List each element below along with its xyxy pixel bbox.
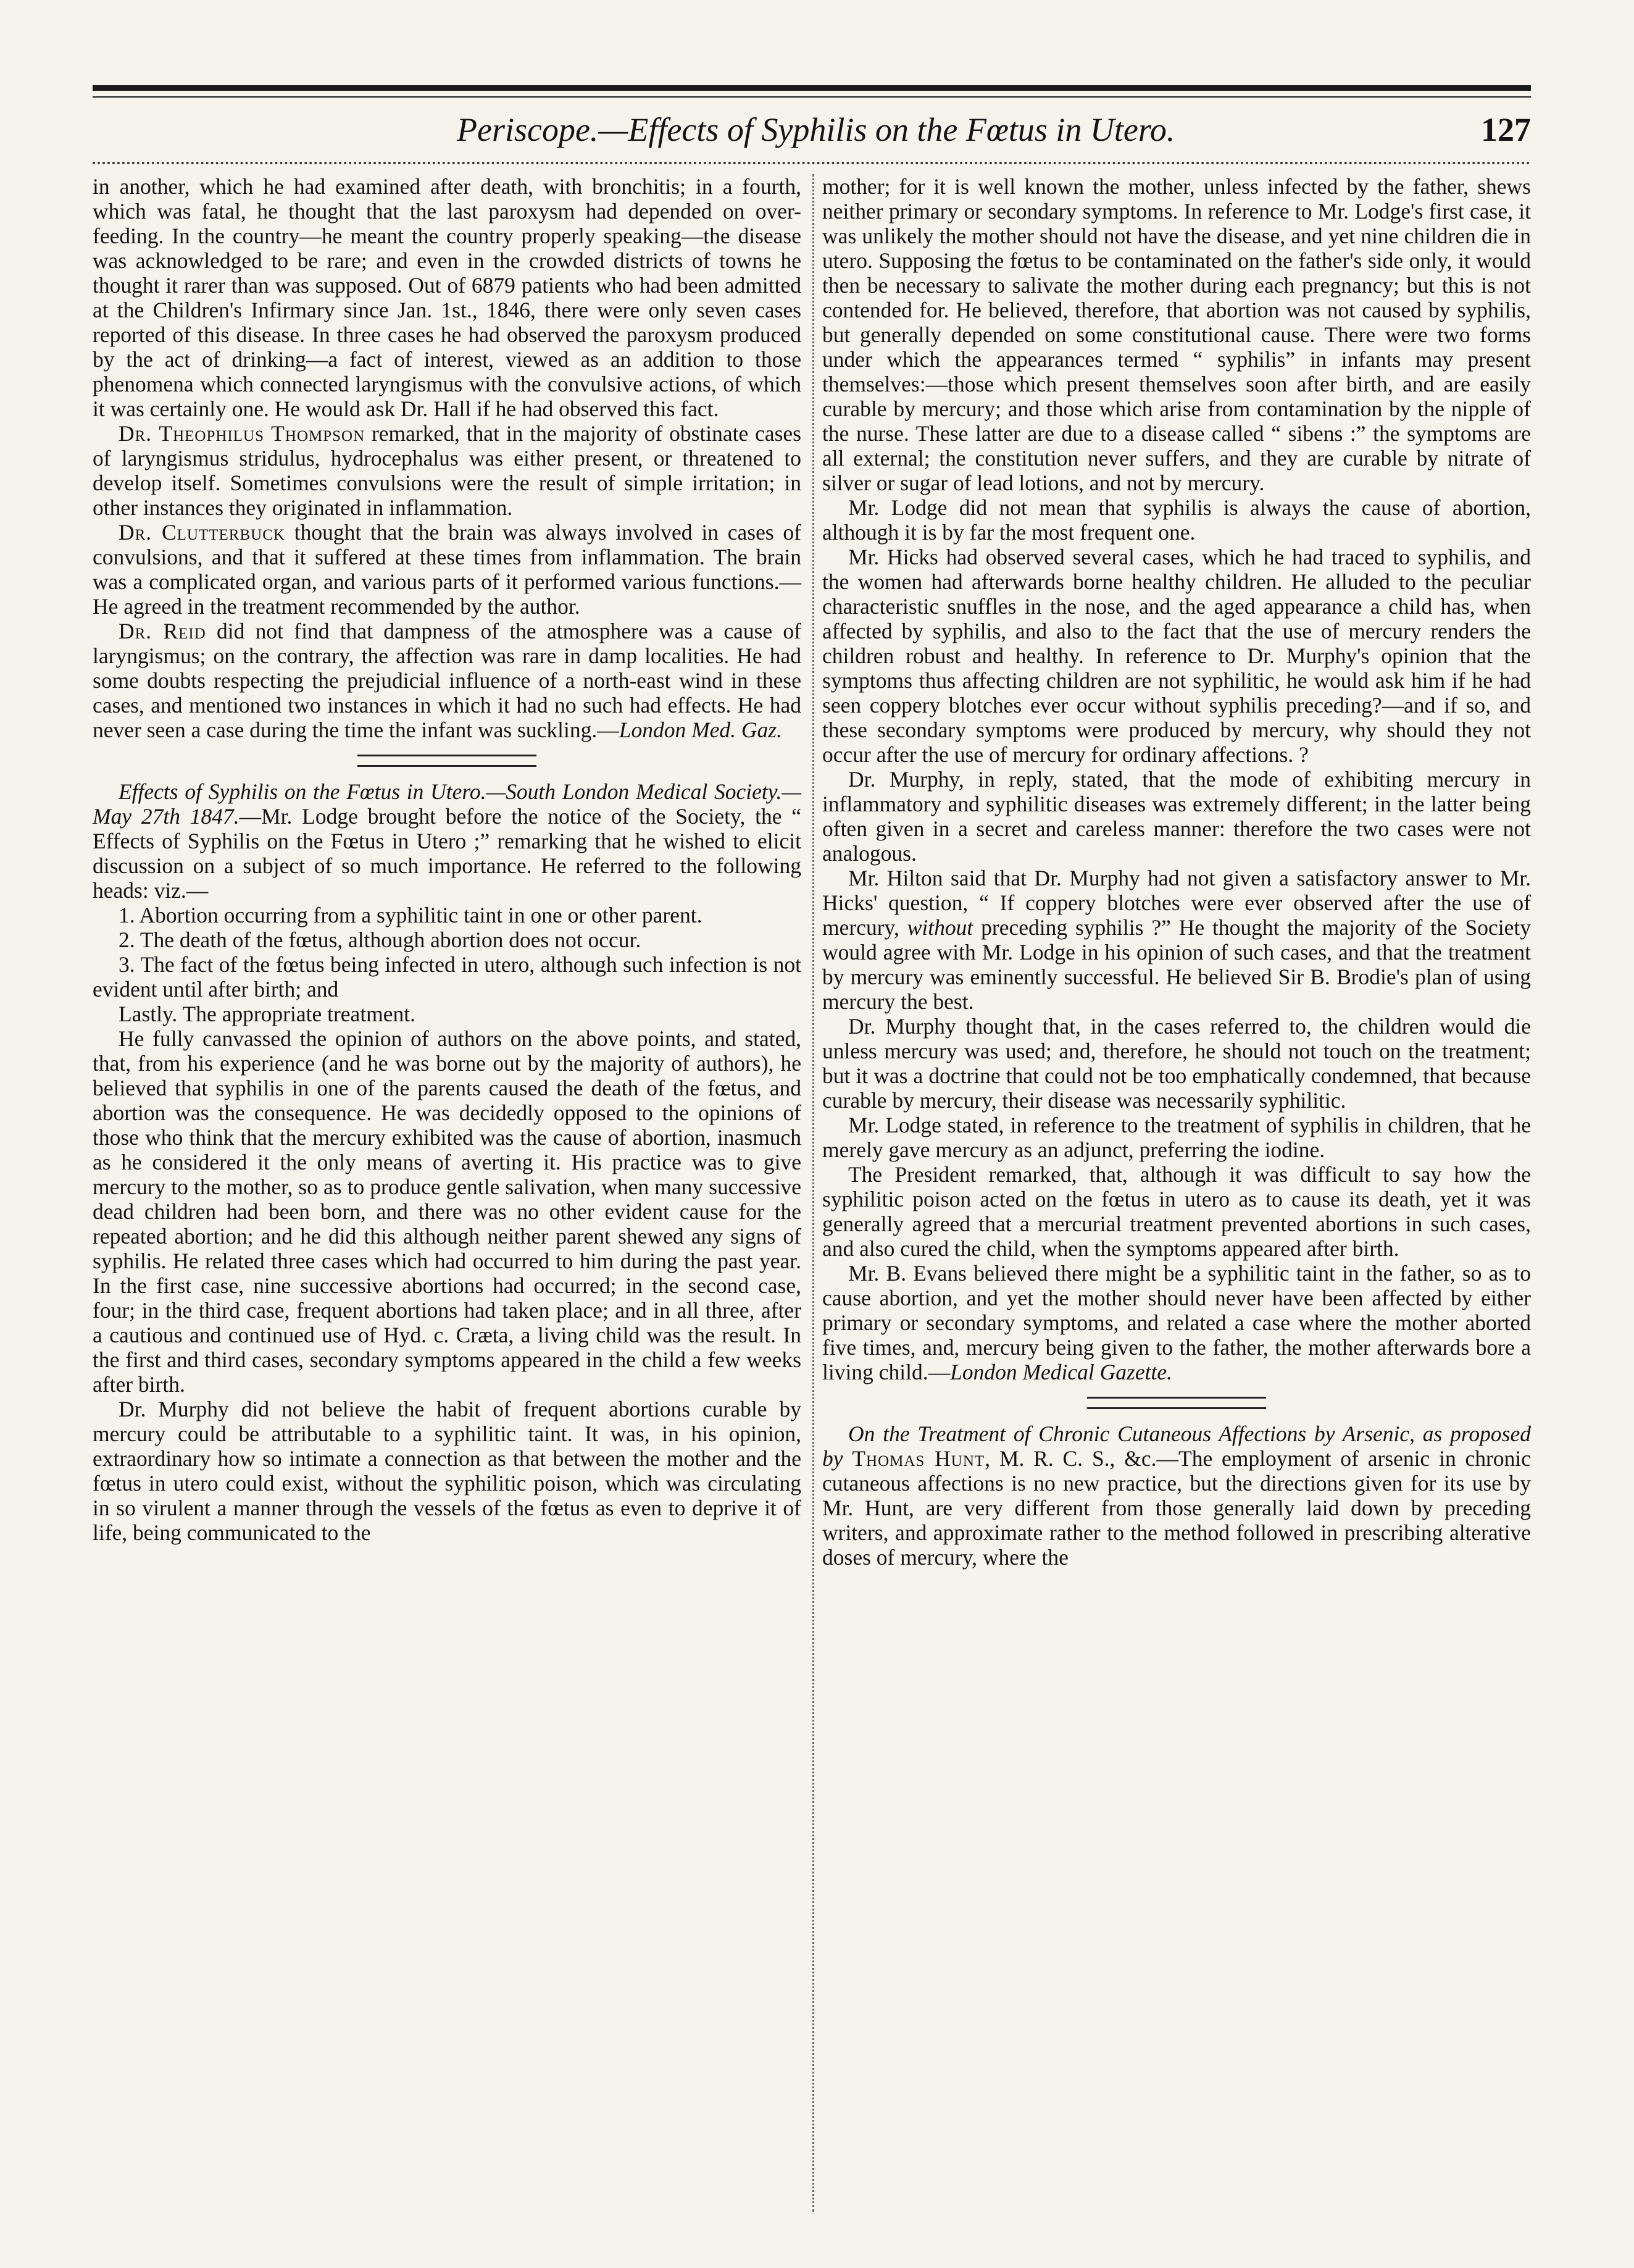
section-separator: [93, 742, 801, 779]
paragraph: [93, 779, 801, 903]
right-column: [822, 174, 1531, 1570]
article-title: Effects of Syphilis on the Fœtus in Utero.—South London Medical Society.—May 27th 1847.: [93, 779, 801, 829]
paragraph: Dr. Murphy thought that, in the cases referred to, the children would die unless mercury was used; and, therefore, he should not touch on the treatment; but it was a doctrine that could not be too emphatically condemned, that because curable by mercury, their disease was necessarily syphilitic.: [822, 1014, 1531, 1113]
speaker-name: Dr. Reid: [119, 619, 206, 643]
list-item: 3. The fact of the fœtus being infected in utero, although such infection is not evident until after birth; and: [93, 952, 801, 1002]
paragraph-text: Mr. Hilton said that Dr. Murphy had not given a satisfactory answer to Mr. Hicks' question, “ If coppery blotches were ever observed after the use of mercury,: [822, 866, 1531, 940]
paragraph-text: remarked, that in the majority of obstinate cases of laryngismus stridulus, hydrocephalus was either present, or threatened to develop itself. Sometimes convulsions were the result of simple irritation; in other instances they originated in inflammation.: [93, 421, 801, 520]
list-item: 1. Abortion occurring from a syphilitic taint in one or other parent.: [119, 903, 702, 927]
paragraph: Mr. Lodge did not mean that syphilis is always the cause of abortion, although it is by far the most frequent one.: [822, 495, 1531, 545]
paragraph-text: —The employment of arsenic in chronic cutaneous affections is no new practice, but the directions given for its use by Mr. Hunt, are very different from those generally laid down by preceding writers, and approximate rather to the method followed in prescribing alterative doses of mercury, where the: [822, 1446, 1531, 1570]
paragraph: He fully canvassed the opinion of authors on the above points, and stated, that, from his experience (and he was borne out by the majority of authors), he believed that syphilis in one of the parents caused the death of the fœtus, and abortion was the consequence. He was decidedly opposed to the opinions of those who think that the mercury exhibited was the cause of abortion, inasmuch as he considered it the only means of averting it. His practice was to give mercury to the mother, so as to produce gentle salivation, when many successive dead children had been born, and there was no other evident cause for the repeated abortion; and he did this although neither parent shewed any signs of syphilis. He related three cases which had occurred to him during the past year. In the first case, nine successive abortions had occurred; in the second case, four; in the third case, frequent abortions had taken place; and in all three, after a cautious and continued use of Hyd. c. Cræta, a living child was the result. In the first and third cases, secondary symptoms appeared in the child a few weeks after birth.: [93, 1026, 801, 1397]
paragraph: in another, which he had examined after death, with bronchitis; in a fourth, which was fatal, he thought that the last paroxysm had depended on over-feeding. In the country—he meant the country properly speaking—the disease was acknowledged to be rare; and even in the crowded districts of towns he thought it rarer than was supposed. Out of 6879 patients who had been admitted at the Children's Infirmary since Jan. 1st., 1846, there were only seven cases reported of this disease. In three cases he had observed the paroxysm produced by the act of drinking—a fact of interest, viewed as an addition to those phenomena which connected laryngismus with the convulsive actions, of which it was certainly one. He would ask Dr. Hall if he had observed this fact.: [93, 174, 801, 421]
list-item: Lastly. The appropriate treatment.: [119, 1002, 416, 1026]
paragraph: Mr. Hicks had observed several cases, which he had traced to syphilis, and the women had afterwards borne healthy children. He alluded to the peculiar characteristic snuffles in the nose, and the aged appearance a child has, when affected by syphilis, and also to the fact that the use of mercury renders the children robust and healthy. In reference to Dr. Murphy's opinion that the symptoms thus affecting children are not syphilitic, he would ask him if he had seen coppery blotches ever occur without syphilis preceding?—and if so, and these secondary symptoms were produced by mercury, why should they not occur after the use of mercury for ordinary affections. ?: [822, 545, 1531, 767]
speaker-name: Dr. Theophilus Thompson: [119, 421, 365, 446]
section-separator: [822, 1384, 1531, 1421]
author-credentials: , M. R. C. S., &c.: [985, 1446, 1157, 1471]
running-title: Periscope.—Effects of Syphilis on the Fœtus in Utero.: [457, 111, 1175, 148]
paragraph-text: thought that the brain was always involved in cases of convulsions, and that it suffered at these times from inflammation. The brain was a complicated organ, and various parts of it performed various functions.—He agreed in the treatment recommended by the author.: [93, 520, 802, 619]
paragraph: [822, 1421, 1531, 1570]
header-rule: [93, 162, 1531, 164]
paragraph-text: did not find that dampness of the atmosphere was a cause of laryngismus; on the contrary, the affection was rare in damp localities. He had some doubts respecting the prejudicial influence of a north-east wind in these cases, and mentioned two instances in which it had no such had effects. He had never seen a case during the time the infant was suckling.—: [93, 619, 801, 742]
paragraph: [93, 520, 801, 619]
list-item: 2. The death of the fœtus, although abortion does not occur.: [119, 927, 641, 952]
paragraph: [822, 866, 1531, 1014]
left-column: [93, 174, 801, 1545]
paragraph: Dr. Murphy did not believe the habit of frequent abortions curable by mercury could be attributable to a syphilitic taint. It was, in his opinion, extraordinary how so intimate a connection as that between the mother and the fœtus in utero could exist, without the syphilitic poison, which was circulating in so virulent a manner through the vessels of the fœtus as even to deprive it of life, being communicated to the: [93, 1397, 801, 1545]
emphasis: without: [907, 915, 973, 940]
author-name: Thomas Hunt: [852, 1446, 985, 1471]
paragraph: [93, 421, 801, 520]
top-rule-thin: [93, 96, 1531, 98]
paragraph: [93, 619, 801, 742]
paragraph-text: preceding syphilis ?” He thought the majority of the Society would agree with Mr. Lodge in his opinion of such cases, and that the treatment by mercury was eminently successful. He believed Sir B. Brodie's plan of using mercury the best.: [822, 915, 1531, 1014]
top-rule: [93, 85, 1531, 91]
paragraph-text: —Mr. Lodge brought before the notice of the Society, the “ Effects of Syphilis on the Fœtus in Utero ;” remarking that he wished to elicit discussion on a subject of so much importance. He referred to the following heads: viz.—: [93, 804, 801, 903]
running-head: [93, 105, 1531, 154]
speaker-name: Dr. Clutterbuck: [119, 520, 285, 545]
paragraph: Mr. Lodge stated, in reference to the treatment of syphilis in children, that he merely gave mercury as an adjunct, preferring the iodine.: [822, 1113, 1531, 1162]
paragraph: Dr. Murphy, in reply, stated, that the mode of exhibiting mercury in inflammatory and syphilitic diseases was extremely different; in the latter being often given in a secret and careless manner: therefore the two cases were not analogous.: [822, 767, 1531, 866]
source-citation: London Medical Gazette.: [950, 1360, 1172, 1384]
column-divider: [812, 174, 814, 2212]
source-citation: London Med. Gaz.: [619, 718, 782, 742]
paragraph: mother; for it is well known the mother, unless infected by the father, shews neither primary or secondary symptoms. In reference to Mr. Lodge's first case, it was unlikely the mother should not have the disease, and yet nine children die in utero. Supposing the fœtus to be contaminated on the father's side only, it would then be necessary to salivate the mother during each pregnancy; but this is not contended for. He believed, therefore, that abortion was not caused by syphilis, but generally depended on some constitutional cause. There were two forms under which the appearances termed “ syphilis” in infants may present themselves:—those which present themselves soon after birth, and are easily curable by mercury; and those which arise from contamination by the nipple of the nurse. These latter are due to a disease called “ sibens :” the symptoms are all external; the constitution never suffers, and they are curable by nitrate of silver or sugar of lead lotions, and not by mercury.: [822, 174, 1531, 495]
paragraph: [822, 1261, 1531, 1384]
article-title: On the Treatment of Chronic Cutaneous Affections by Arsenic, as proposed by: [822, 1421, 1531, 1471]
paragraph-text: Mr. B. Evans believed there might be a syphilitic taint in the father, so as to cause abortion, and yet the mother should never have been affected by either primary or secondary symptoms, and related a case where the mother aborted five times, and, mercury being given to the father, the mother afterwards bore a living child.—: [822, 1261, 1531, 1384]
paragraph: The President remarked, that, although it was difficult to say how the syphilitic poison acted on the fœtus in utero as to cause its death, yet it was generally agreed that a mercurial treatment prevented abortions in such cases, and also cured the child, when the symptoms appeared after birth.: [822, 1162, 1531, 1261]
page-number: 127: [1481, 111, 1531, 148]
